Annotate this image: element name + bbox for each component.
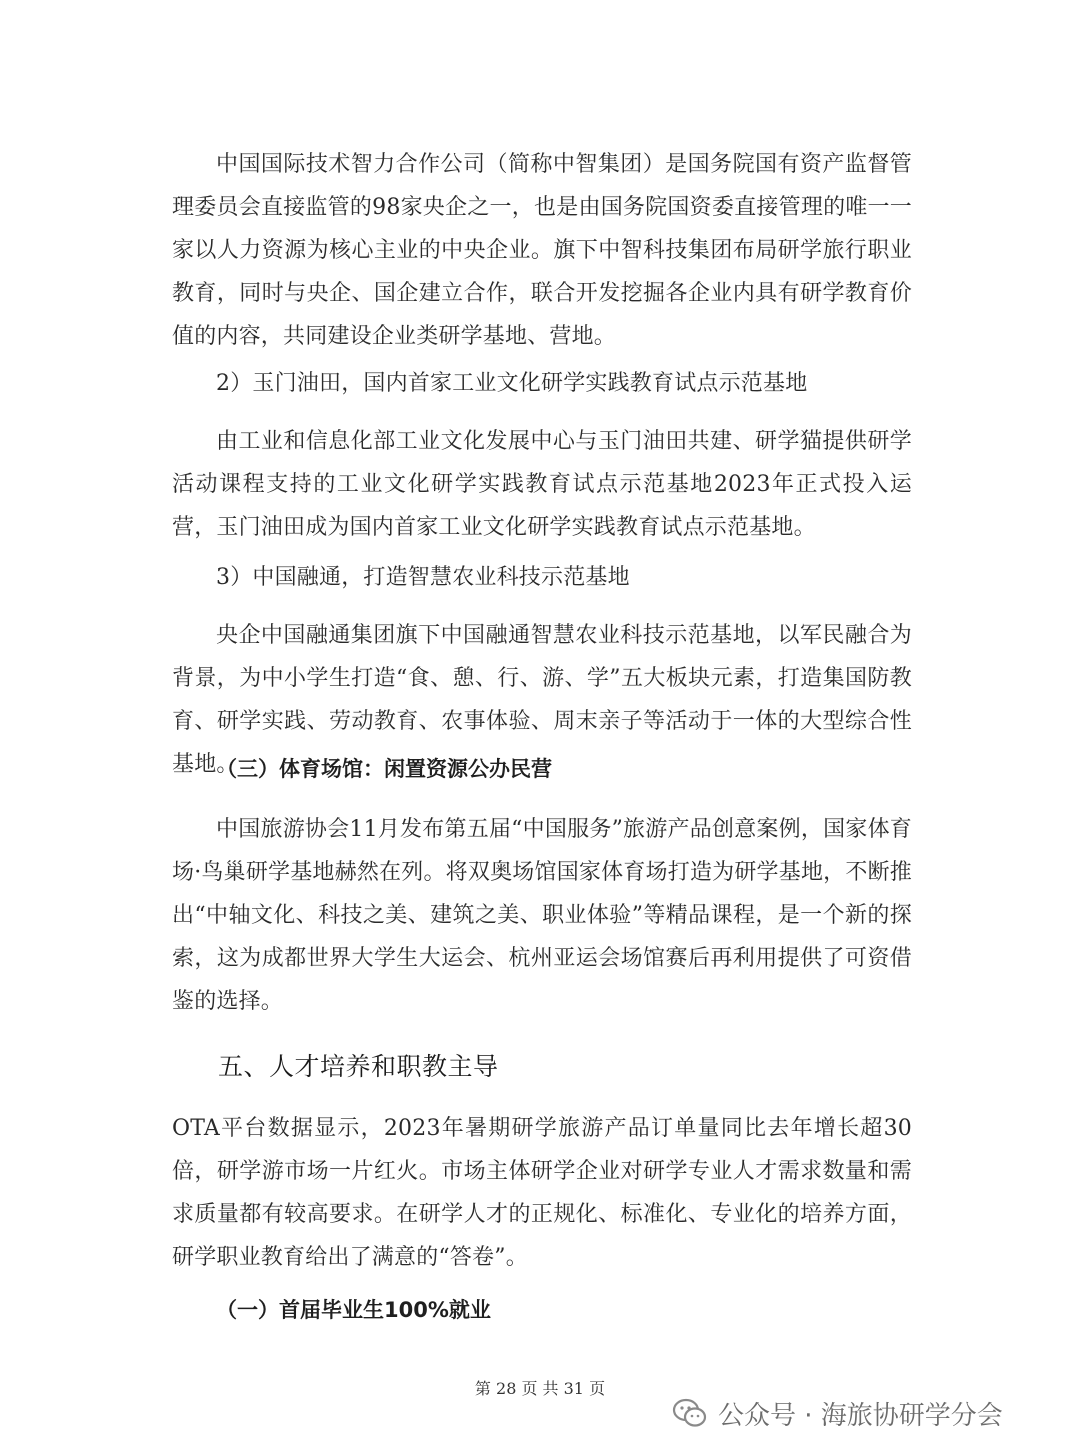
watermark	[672, 1393, 1003, 1433]
paragraph-ota: OTA平台数据显示，2023年暑期研学旅游产品订单量同比去年增长超30倍，研学游市场一片红火。市场主体研学企业对研学专业人才需求数量和需求质量都有较高要求。在研学人才的正规化、标准化、专业化的培养方面，研学职业教育给出了满意的“答卷”。	[172, 1116, 912, 1270]
wechat-icon	[672, 1397, 708, 1429]
paragraph-zhongzhi: 中国国际技术智力合作公司（简称中智集团）是国务院国有资产监督管理委员会直接监管的98家央企之一，也是由国务院国资委直接管理的唯一一家以人力资源为核心主业的中央企业。旗下中智科技集团布局研学旅行职业教育，同时与央企、国企建立合作，联合开发挖掘各企业内具有研学教育价值的内容，共同建设企业类研学基地、营地。	[172, 152, 912, 349]
watermark-text: 公众号 · 海旅协研学分会	[718, 1400, 1003, 1431]
section-heading-talent: 五、人才培养和职教主导	[218, 1052, 499, 1081]
page-number: 第 28 页 共 31 页	[474, 1379, 606, 1398]
paragraph-birdsnest: 中国旅游协会11月发布第五届“中国服务”旅游产品创意案例，国家体育场·鸟巢研学基地赫然在列。将双奥场馆国家体育场打造为研学基地，不断推出“中轴文化、科技之美、建筑之美、职业体验”等精品课程，是一个新的探索，这为成都世界大学生大运会、杭州亚运会场馆赛后再利用提供了可资借鉴的选择。	[172, 817, 912, 1014]
paragraph-yumen: 由工业和信息化部工业文化发展中心与玉门油田共建、研学猫提供研学活动课程支持的工业文化研学实践教育试点示范基地2023年正式投入运营，玉门油田成为国内首家工业文化研学实践教育试点示范基地。	[172, 429, 912, 540]
item-heading-rongtong: 3）中国融通，打造智慧农业科技示范基地	[216, 565, 630, 590]
paragraph-rongtong: 央企中国融通集团旗下中国融通智慧农业科技示范基地，以军民融合为背景，为中小学生打造“食、憩、行、游、学”五大板块元素，打造集国防教育、研学实践、劳动教育、农事体验、周末亲子等活动于一体的大型综合性基地。	[172, 623, 912, 777]
subsection-heading-graduates: （一）首届毕业生100%就业	[216, 1298, 491, 1322]
item-heading-yumen: 2）玉门油田，国内首家工业文化研学实践教育试点示范基地	[216, 371, 808, 396]
subsection-heading-sports: （三）体育场馆：闲置资源公办民营	[216, 757, 552, 781]
